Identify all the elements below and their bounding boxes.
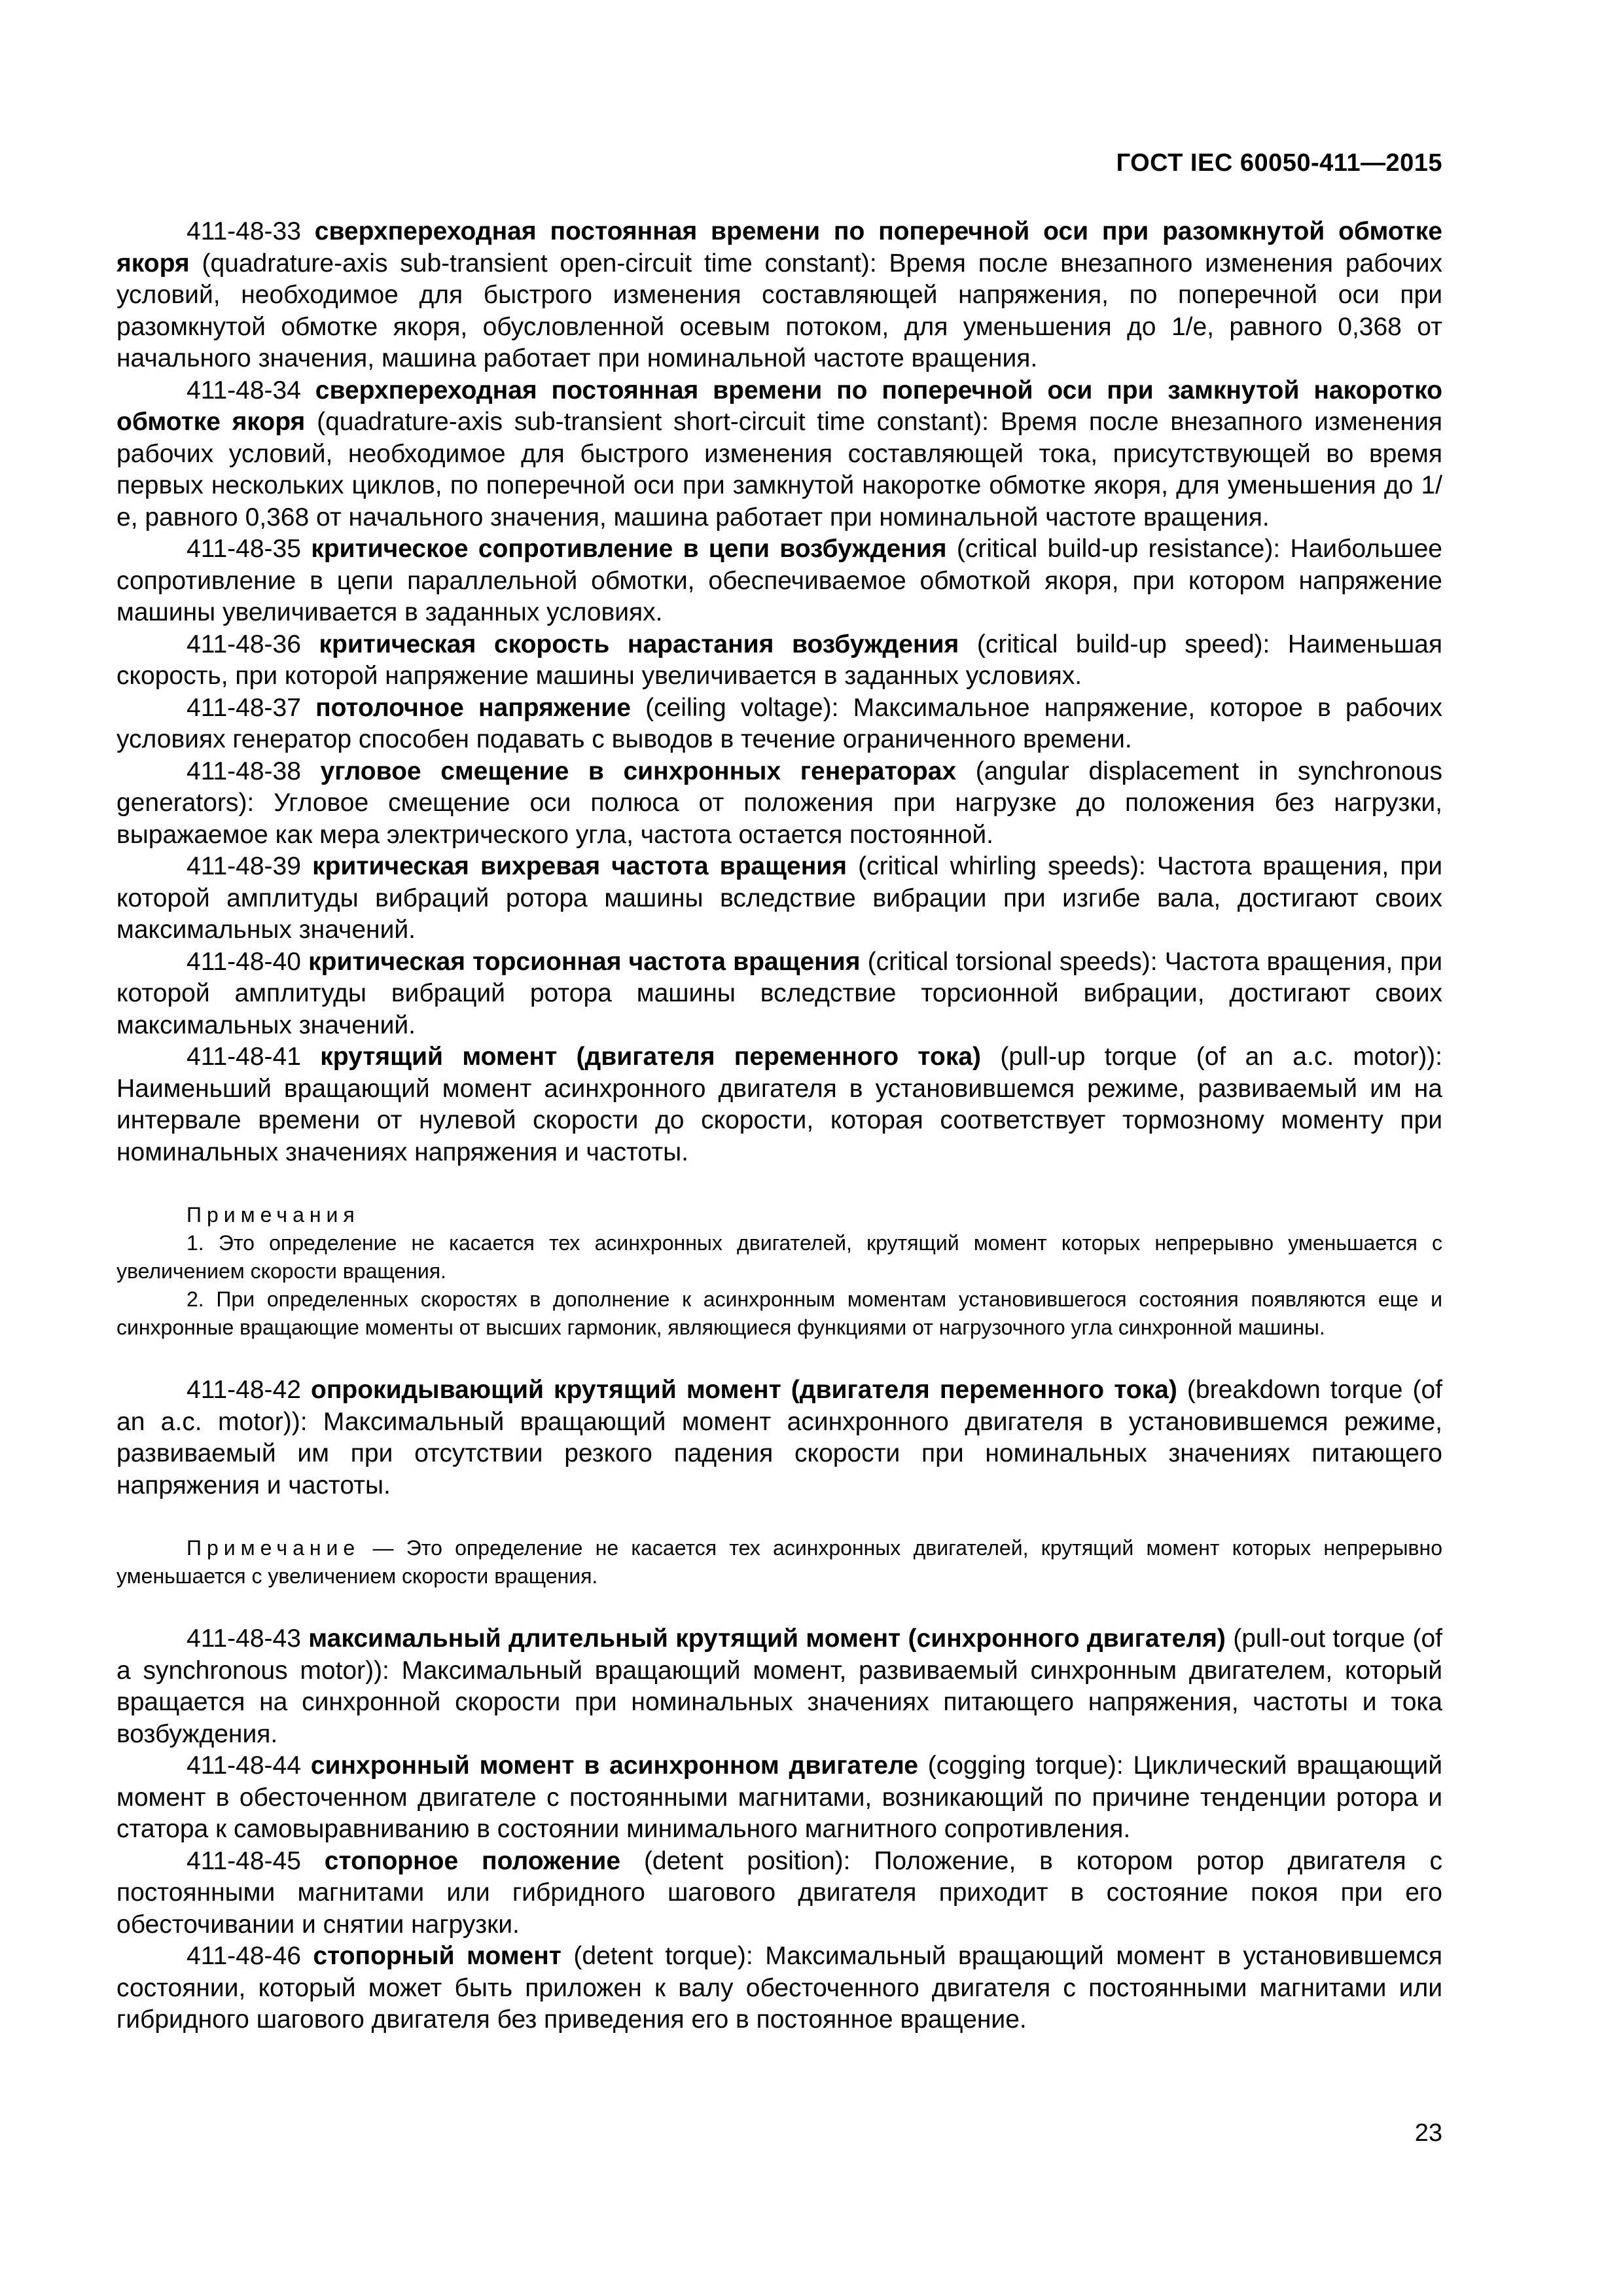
entry-definition: (angular displacement in synchronous generators): Угловое смещение оси полюса от положения при нагрузке до положения без нагрузки, выражаемое как мера электрического угла, частота остается постоянной. bbox=[116, 757, 1443, 849]
entry-number: 411-48-38 bbox=[187, 757, 301, 785]
note-item: 2. При определенных скоростях в дополнение к асинхронным моментам установившегося состояния появляются еще и синхронные вращающие моменты от высших гармоник, являющиеся функциями от нагрузочного угла синхронной машины. bbox=[116, 1287, 1442, 1339]
term-entry-411-48-37 bbox=[116, 692, 1442, 756]
entry-number: 411-48-45 bbox=[187, 1846, 301, 1875]
notes-block bbox=[116, 1201, 1442, 1342]
term-entry-411-48-45 bbox=[116, 1846, 1442, 1941]
note-item: 1. Это определение не касается тех асинхронных двигателей, крутящий момент которых непрерывно уменьшается с увеличением скорости вращения. bbox=[116, 1231, 1442, 1283]
entry-number: 411-48-34 bbox=[187, 376, 301, 404]
entry-definition: (critical torsional speeds): Частота вращения, при которой амплитуды вибраций ротора машины вследствие торсионной вибрации, достигают своих максимальных значений. bbox=[116, 947, 1443, 1039]
term-entry-411-48-42 bbox=[116, 1374, 1442, 1501]
entry-term: критическое сопротивление в цепи возбуждения bbox=[311, 535, 947, 563]
note-item bbox=[116, 1534, 1442, 1590]
term-entry-411-48-35 bbox=[116, 533, 1442, 629]
term-entry-411-48-36 bbox=[116, 629, 1442, 692]
note-block bbox=[116, 1534, 1442, 1590]
entry-number: 411-48-37 bbox=[187, 693, 301, 722]
entry-definition: (pull-out torque (of a synchronous motor)): Максимальный вращающий момент, развиваемый синхронным двигателем, который вращается на синхронной скорости при номинальных значениях питающего напряжения, частоты и тока возбуждения. bbox=[116, 1624, 1442, 1748]
entry-definition: (detent torque): Максимальный вращающий момент в установившемся состоянии, который может быть приложен к валу обесточенного двигателя с постоянными магнитами или гибридного шагового двигателя без приведения его в постоянное вращение. bbox=[116, 1942, 1442, 2034]
entry-definition: (critical build-up resistance): Наибольшее сопротивление в цепи параллельной обмотки, обеспечиваемое обмоткой якоря, при котором напряжение машины увеличивается в заданных условиях. bbox=[116, 535, 1442, 626]
term-entry-411-48-43 bbox=[116, 1623, 1442, 1750]
term-entry-411-48-41 bbox=[116, 1041, 1442, 1168]
entry-number: 411-48-36 bbox=[187, 630, 301, 658]
entry-number: 411-48-44 bbox=[187, 1751, 301, 1780]
entry-definition: (ceiling voltage): Максимальное напряжение, которое в рабочих условиях генератор способен подавать с выводов в течение ограниченного времени. bbox=[116, 693, 1443, 753]
entry-number: 411-48-46 bbox=[187, 1942, 301, 1970]
entry-term: стопорное положение bbox=[324, 1846, 621, 1875]
entry-number: 411-48-35 bbox=[187, 535, 301, 563]
entry-number: 411-48-33 bbox=[187, 217, 301, 245]
term-entry-411-48-39 bbox=[116, 851, 1442, 946]
entry-term: критическая скорость нарастания возбуждения bbox=[319, 630, 959, 658]
entry-definition: (pull-up torque (of an a.c. motor)): Наименьший вращающий момент асинхронного двигателя в установившемся режиме, развиваемый им на интервале времени от нулевой скорости до скорости, которая соответствует тормозному моменту при номинальных значениях напряжения и частоты. bbox=[116, 1043, 1443, 1166]
term-entry-411-48-44 bbox=[116, 1750, 1442, 1846]
entry-term: критическая вихревая частота вращения bbox=[312, 852, 847, 880]
entry-number: 411-48-43 bbox=[187, 1624, 301, 1653]
entry-definition: (cogging torque): Циклический вращающий момент в обесточенном двигателе с постоянными магнитами, возникающий по причине тенденции ротора и статора к самовыравниванию в состоянии минимального магнитного сопротивления. bbox=[116, 1751, 1442, 1843]
entry-term: опрокидывающий крутящий момент (двигателя переменного тока) bbox=[311, 1376, 1177, 1404]
entry-definition: (quadrature-axis sub-transient open-circuit time constant): Время после внезапного изменения рабочих условий, необходимое для быстрого изменения составляющей напряжения, по поперечной оси при разомкнутой обмотке якоря, обусловленной осевым потоком, для уменьшения до 1/е, равного 0,368 от начального значения, машина работает при номинальной частоте вращения. bbox=[116, 249, 1442, 372]
entry-definition: (detent position): Положение, в котором ротор двигателя с постоянными магнитами или гибридного шагового двигателя приходит в состояние покоя при его обесточивании и снятии нагрузки. bbox=[116, 1846, 1442, 1939]
entry-definition: (quadrature-axis sub-transient short-circuit time constant): Время после внезапного изменения рабочих условий, необходимое для быстрого изменения составляющей тока, присутствующей во время первых нескольких циклов, по поперечной оси при замкнутой накоротке обмотке якоря, для уменьшения до 1/е, равного 0,368 от начального значения, машина работает при номинальной частоте вращения. bbox=[116, 408, 1442, 531]
entry-term: угловое смещение в синхронных генераторах bbox=[320, 757, 957, 785]
document-body bbox=[116, 216, 1442, 2036]
entry-number: 411-48-40 bbox=[187, 947, 301, 976]
entry-term: критическая торсионная частота вращения bbox=[308, 947, 861, 976]
entry-term: сверхпереходная постоянная времени по поперечной оси при замкнутой накоротко обмотке якоря bbox=[116, 376, 1442, 436]
entry-term: потолочное напряжение bbox=[315, 693, 631, 722]
entry-number: 411-48-42 bbox=[187, 1376, 301, 1404]
entry-number: 411-48-39 bbox=[187, 852, 301, 880]
entry-number: 411-48-41 bbox=[187, 1043, 301, 1071]
entry-term: синхронный момент в асинхронном двигателе bbox=[310, 1751, 918, 1780]
note-text: — Это определение не касается тех асинхронных двигателей, крутящий момент которых непрерывно уменьшается с увеличением скорости вращения. bbox=[116, 1536, 1443, 1588]
entry-term: крутящий момент (двигателя переменного тока) bbox=[320, 1043, 982, 1071]
term-entry-411-48-34 bbox=[116, 375, 1442, 534]
term-entry-411-48-46 bbox=[116, 1941, 1442, 2036]
entry-term: стопорный момент bbox=[313, 1942, 562, 1970]
entry-definition: (critical build-up speed): Наименьшая скорость, при которой напряжение машины увеличивается в заданных условиях. bbox=[116, 630, 1442, 690]
term-entry-411-48-40 bbox=[116, 946, 1442, 1042]
entry-term: максимальный длительный крутящий момент (синхронного двигателя) bbox=[308, 1624, 1226, 1653]
standard-designation: ГОСТ IEC 60050-411—2015 bbox=[1116, 149, 1442, 177]
entry-definition: (critical whirling speeds): Частота вращения, при которой амплитуды вибраций ротора машины вследствие вибрации при изгибе вала, достигают своих максимальных значений. bbox=[116, 852, 1442, 944]
entry-definition: (breakdown torque (of an a.c. motor)): Максимальный вращающий момент асинхронного двигателя в установившемся режиме, развиваемый им при отсутствии резкого падения скорости при номинальных значениях питающего напряжения и частоты. bbox=[116, 1376, 1442, 1499]
term-entry-411-48-33 bbox=[116, 216, 1442, 375]
note-label: Примечание bbox=[187, 1536, 361, 1560]
entry-term: сверхпереходная постоянная времени по поперечной оси при разомкнутой обмотке якоря bbox=[116, 217, 1442, 278]
page-number: 23 bbox=[1414, 2119, 1442, 2147]
notes-title: Примечания bbox=[187, 1203, 360, 1227]
term-entry-411-48-38 bbox=[116, 756, 1442, 852]
